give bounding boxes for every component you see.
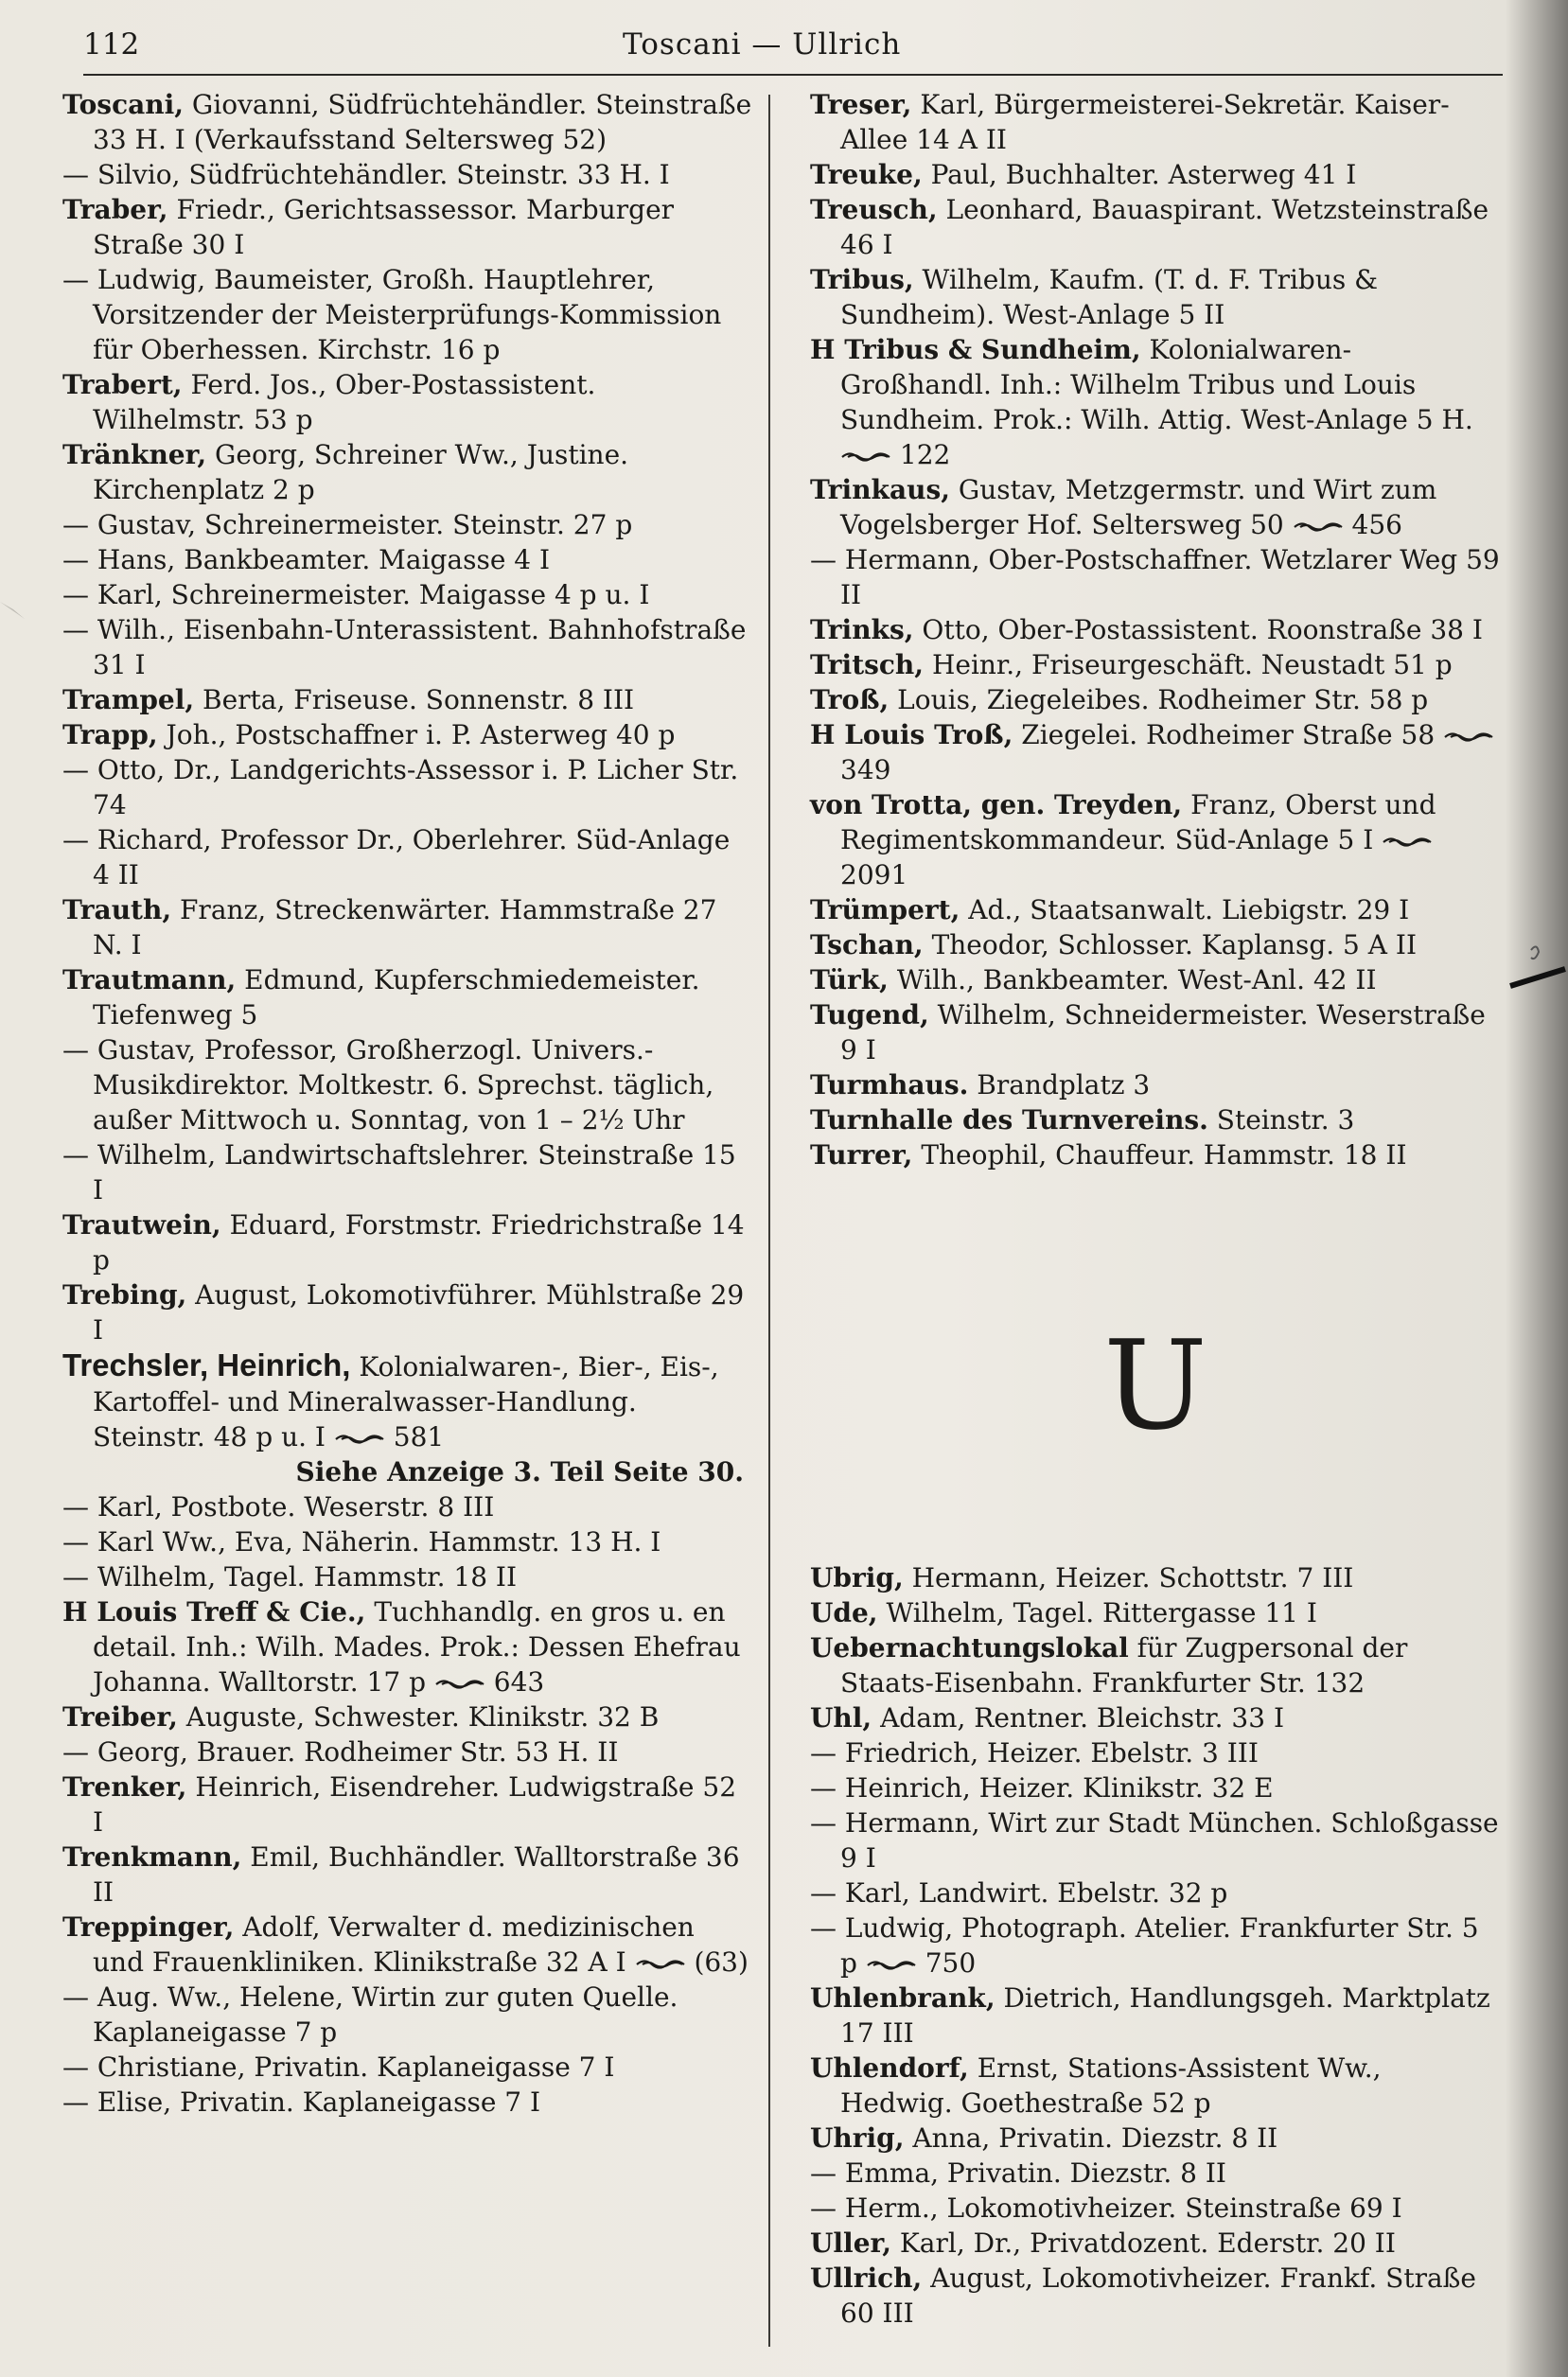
- directory-entry: [810, 1805, 1501, 1875]
- directory-entry: [810, 192, 1501, 262]
- entry-name: Uhlenbrank,: [810, 1982, 995, 2014]
- entry-name: Traber,: [62, 194, 168, 225]
- column-divider: [768, 95, 770, 2347]
- entry-name: Trechsler, Heinrich,: [62, 1347, 351, 1382]
- entry-details: Berta, Friseuse. Sonnenstr. 8 III: [203, 684, 635, 715]
- entry-details: Tuchhandlg. en gros u. en detail. Inh.: Wilh. Mades. Prok.: Dessen Ehefrau Johanna. Walltorstr. 17 p: [93, 1596, 741, 1698]
- entry-details: Giovanni, Südfrüchtehändler. Steinstraße 33 H. I (Verkaufsstand Seltersweg 52): [93, 89, 752, 155]
- entry-details: Auguste, Schwester. Klinikstr. 32 B: [185, 1701, 660, 1733]
- directory-entry: [62, 612, 753, 682]
- running-head: Toscani — Ullrich: [623, 27, 902, 62]
- entry-name: Uebernachtungslokal: [810, 1632, 1129, 1664]
- directory-entry: [810, 647, 1501, 682]
- directory-entry: [62, 2085, 753, 2120]
- phone-number: (63): [685, 1946, 749, 1978]
- entry-name: Ullrich,: [810, 2263, 923, 2294]
- entry-details: Brandplatz 3: [977, 1069, 1151, 1100]
- entry-details: Ad., Staatsanwalt. Liebigstr. 29 I: [968, 894, 1410, 925]
- directory-entry: [62, 507, 753, 542]
- entry-name: Turrer,: [810, 1139, 913, 1171]
- entry-name: Tritsch,: [810, 649, 925, 680]
- directory-entry: [810, 2051, 1501, 2121]
- entry-name: Treuke,: [810, 159, 923, 190]
- directory-entry: [62, 1910, 753, 1980]
- entry-name: Trautmann,: [62, 964, 237, 995]
- telephone-icon: [434, 1677, 485, 1692]
- telephone-icon: [1382, 835, 1433, 850]
- entry-details: — Ludwig, Photograph. Atelier. Frankfurter Str. 5 p: [810, 1912, 1479, 1979]
- entry-details: Louis, Ziegeleibes. Rodheimer Str. 58 p: [897, 684, 1429, 715]
- directory-entry: [810, 1630, 1501, 1700]
- entry-details: Theodor, Schlosser. Kaplansg. 5 A II: [931, 929, 1418, 960]
- directory-entry: [810, 1137, 1501, 1172]
- entry-details: Wilhelm, Tagel. Rittergasse 11 I: [886, 1597, 1317, 1629]
- entry-details: — Heinrich, Heizer. Klinikstr. 32 E: [810, 1772, 1274, 1804]
- entry-details: Otto, Ober-Postassistent. Roonstraße 38 I: [922, 614, 1483, 645]
- phone-number: 750: [916, 1947, 977, 1979]
- entry-details: — Herm., Lokomotivheizer. Steinstraße 69 I: [810, 2192, 1402, 2224]
- entry-name: Trautwein,: [62, 1209, 221, 1241]
- entry-details: Theophil, Chauffeur. Hammstr. 18 II: [921, 1139, 1407, 1171]
- directory-entry: [62, 157, 753, 192]
- entry-name: Toscani,: [62, 89, 184, 120]
- entry-name: Trapp,: [62, 719, 158, 750]
- scan-mark: [0, 596, 66, 634]
- entry-name: Uhrig,: [810, 2122, 905, 2154]
- entry-name: Treser,: [810, 89, 912, 120]
- entry-details: Franz, Oberst und Regimentskommandeur. Süd-Anlage 5 I: [840, 789, 1436, 855]
- entry-name: Treppinger,: [62, 1911, 235, 1943]
- directory-entry: [62, 717, 753, 752]
- directory-entry: [62, 262, 753, 367]
- entry-details: — Wilhelm, Landwirtschaftslehrer. Steinstraße 15 I: [62, 1139, 736, 1206]
- phone-number: 2091: [840, 859, 908, 890]
- directory-entry: [810, 472, 1501, 542]
- directory-entry: [810, 1981, 1501, 2051]
- entry-name: Trauth,: [62, 894, 172, 925]
- directory-entry: [810, 2191, 1501, 2226]
- directory-entry: [810, 542, 1501, 612]
- directory-entry: [62, 1207, 753, 1277]
- directory-entry: [810, 1770, 1501, 1805]
- telephone-icon: [1443, 730, 1494, 745]
- page-number: 112: [83, 27, 140, 62]
- directory-entry: [810, 1875, 1501, 1910]
- phone-number: 456: [1343, 509, 1402, 540]
- directory-entry: [810, 1102, 1501, 1137]
- entry-name: Trampel,: [62, 684, 195, 715]
- directory-entry: [810, 332, 1501, 472]
- directory-entry: [810, 997, 1501, 1067]
- entry-name: Turnhalle des Turnvereins.: [810, 1104, 1208, 1136]
- directory-entry: [810, 2261, 1501, 2331]
- entry-details: — Hans, Bankbeamter. Maigasse 4 I: [62, 544, 551, 575]
- entry-details: Emil, Buchhändler. Walltorstraße 36 II: [93, 1841, 740, 1908]
- entry-details: — Karl Ww., Eva, Näherin. Hammstr. 13 H. I: [62, 1526, 661, 1558]
- directory-entry: [62, 1032, 753, 1137]
- entry-details: Adam, Rentner. Bleichstr. 33 I: [880, 1702, 1285, 1734]
- directory-entry: [810, 682, 1501, 717]
- directory-entry: [62, 367, 753, 437]
- directory-entry: [62, 1770, 753, 1840]
- entry-details: — Karl, Schreinermeister. Maigasse 4 p u. I: [62, 579, 650, 610]
- entry-name: Troß,: [810, 684, 890, 715]
- entry-details: Paul, Buchhalter. Asterweg 41 I: [930, 159, 1357, 190]
- directory-entry: [62, 1137, 753, 1207]
- entry-details: Ferd. Jos., Ober-Postassistent. Wilhelmstr. 53 p: [93, 369, 596, 435]
- entry-details: Karl, Bürgermeisterei-Sekretär. Kaiser-Allee 14 A II: [840, 89, 1450, 155]
- entry-name: H Louis Treff & Cie.,: [62, 1596, 366, 1628]
- directory-entry: [62, 1524, 753, 1559]
- entry-details: — Silvio, Südfrüchtehändler. Steinstr. 33 H. I: [62, 159, 670, 190]
- entry-details: Friedr., Gerichtsassessor. Marburger Straße 30 I: [93, 194, 675, 260]
- directory-entry: [62, 2050, 753, 2085]
- entry-details: — Otto, Dr., Landgerichts-Assessor i. P. Licher Str. 74: [62, 754, 739, 820]
- directory-entry: [810, 1700, 1501, 1735]
- entry-name: Uhlendorf,: [810, 2052, 969, 2084]
- entry-details: — Gustav, Schreinermeister. Steinstr. 27 p: [62, 509, 633, 540]
- directory-entry: [62, 962, 753, 1032]
- entry-name: H Louis Troß,: [810, 719, 1013, 750]
- entry-name: Türk,: [810, 964, 889, 995]
- directory-entry: [810, 787, 1501, 892]
- entry-details: Ernst, Stations-Assistent Ww., Hedwig. Goethestraße 52 p: [840, 2052, 1382, 2119]
- entry-details: — Emma, Privatin. Diezstr. 8 II: [810, 2157, 1226, 2189]
- entry-details: Steinstr. 3: [1216, 1104, 1355, 1136]
- entry-details: Anna, Privatin. Diezstr. 8 II: [912, 2122, 1278, 2154]
- directory-entry: [810, 927, 1501, 962]
- directory-entry: [810, 1595, 1501, 1630]
- telephone-icon: [866, 1958, 917, 1973]
- entry-details: — Hermann, Wirt zur Stadt München. Schloßgasse 9 I: [810, 1807, 1499, 1874]
- entry-details: Ziegelei. Rodheimer Straße 58: [1021, 719, 1436, 750]
- entry-name: von Trotta, gen. Treyden,: [810, 789, 1183, 820]
- entry-details: — Aug. Ww., Helene, Wirtin zur guten Quelle. Kaplaneigasse 7 p: [62, 1981, 678, 2048]
- directory-entry: [810, 962, 1501, 997]
- entry-name: Uhl,: [810, 1702, 872, 1734]
- directory-entry: [62, 1594, 753, 1699]
- entry-details: Edmund, Kupferschmiedemeister. Tiefenweg 5: [93, 964, 700, 1030]
- entry-details: Dietrich, Handlungsgeh. Marktplatz 17 III: [840, 1982, 1490, 2049]
- directory-entry: [62, 1559, 753, 1594]
- entry-details: Eduard, Forstmstr. Friedrichstraße 14 p: [93, 1209, 745, 1276]
- t-entries: [810, 87, 1501, 1172]
- directory-entry: [810, 157, 1501, 192]
- directory-entry: [62, 1980, 753, 2050]
- entry-name: Tränkner,: [62, 439, 207, 470]
- entry-details: — Ludwig, Baumeister, Großh. Hauptlehrer, Vorsitzender der Meisterprüfungs-Kommission für Oberhessen. Kirchstr. 16 p: [62, 264, 722, 365]
- section-letter: U: [1103, 1313, 1207, 1457]
- telephone-icon: [334, 1432, 385, 1447]
- entry-details: Joh., Postschaffner i. P. Asterweg 40 p: [166, 719, 676, 750]
- left-column: [62, 87, 753, 2120]
- entry-name: Tugend,: [810, 999, 929, 1030]
- entry-details: Karl, Dr., Privatdozent. Ederstr. 20 II: [899, 2227, 1396, 2259]
- entry-details: für Zugpersonal der Staats-Eisenbahn. Frankfurter Str. 132: [840, 1632, 1408, 1699]
- entry-name: Ubrig,: [810, 1562, 904, 1593]
- directory-entry: [62, 1489, 753, 1524]
- directory-entry: [62, 1840, 753, 1910]
- directory-entry: [62, 752, 753, 822]
- entry-details: — Friedrich, Heizer. Ebelstr. 3 III: [810, 1737, 1259, 1769]
- entry-name: Trinkaus,: [810, 474, 950, 505]
- directory-entry: [810, 1735, 1501, 1770]
- entry-name: Ude,: [810, 1597, 878, 1629]
- right-column: [810, 87, 1501, 2331]
- directory-entry: [810, 892, 1501, 927]
- entry-details: Leonhard, Bauaspirant. Wetzsteinstraße 46 I: [840, 194, 1489, 260]
- entry-details: Gustav, Metzgermstr. und Wirt zum Vogelsberger Hof. Seltersweg 50: [840, 474, 1437, 540]
- entry-name: Tschan,: [810, 929, 924, 960]
- entry-details: — Georg, Brauer. Rodheimer Str. 53 H. II: [62, 1736, 619, 1768]
- entry-details: Georg, Schreiner Ww., Justine. Kirchenplatz 2 p: [93, 439, 629, 505]
- telephone-icon: [635, 1957, 686, 1972]
- entry-details: — Wilhelm, Tagel. Hammstr. 18 II: [62, 1561, 518, 1593]
- entry-details: Franz, Streckenwärter. Hammstraße 27 N. I: [93, 894, 717, 960]
- entry-name: Trebing,: [62, 1279, 187, 1311]
- phone-number: 349: [840, 754, 891, 785]
- entry-name: Trenkmann,: [62, 1841, 242, 1873]
- directory-entry: [810, 2156, 1501, 2191]
- directory-entry: [62, 822, 753, 892]
- entry-details: — Wilh., Eisenbahn-Unterassistent. Bahnhofstraße 31 I: [62, 614, 747, 680]
- directory-entry: [810, 1560, 1501, 1595]
- directory-entry: [62, 1347, 753, 1454]
- phone-number: 581: [384, 1421, 445, 1453]
- entry-name: Uller,: [810, 2227, 891, 2259]
- entry-details: Heinrich, Eisendreher. Ludwigstraße 52 I: [93, 1771, 737, 1838]
- advert-note: Siehe Anzeige 3. Teil Seite 30.: [295, 1456, 744, 1488]
- phone-number: 643: [484, 1666, 545, 1698]
- directory-entry: [810, 612, 1501, 647]
- entry-name: Treusch,: [810, 194, 938, 225]
- entry-details: Wilhelm, Kaufm. (T. d. F. Tribus & Sundheim). West-Anlage 5 II: [840, 264, 1379, 330]
- entry-details: — Karl, Landwirt. Ebelstr. 32 p: [810, 1877, 1228, 1909]
- directory-entry: [810, 262, 1501, 332]
- directory-entry: [62, 192, 753, 262]
- entry-details: Adolf, Verwalter d. medizinischen und Frauenkliniken. Klinikstraße 32 A I: [93, 1911, 695, 1978]
- entry-details: — Elise, Privatin. Kaplaneigasse 7 I: [62, 2086, 541, 2118]
- directory-entry: [810, 2121, 1501, 2156]
- directory-entry: [62, 682, 753, 717]
- directory-entry: [62, 437, 753, 507]
- entry-name: Treiber,: [62, 1701, 178, 1733]
- entry-name: H Tribus & Sundheim,: [810, 334, 1141, 365]
- pencil-mark-icon: [1505, 937, 1568, 994]
- entry-details: — Christiane, Privatin. Kaplaneigasse 7 I: [62, 2051, 615, 2083]
- directory-entry: [62, 1699, 753, 1734]
- directory-entry: [62, 892, 753, 962]
- directory-entry: [810, 717, 1501, 787]
- entry-details: Wilh., Bankbeamter. West-Anl. 42 II: [896, 964, 1377, 995]
- entry-details: — Gustav, Professor, Großherzogl. Univers.-Musikdirektor. Moltkestr. 6. Sprechst. täglich, außer Mittwoch u. Sonntag, von 1 – 2½ Uhr: [62, 1034, 714, 1136]
- directory-entry: [62, 1277, 753, 1347]
- phone-number: 122: [891, 439, 951, 470]
- entry-name: Trabert,: [62, 369, 183, 400]
- u-entries: [810, 1560, 1501, 2331]
- entry-details: August, Lokomotivheizer. Frankf. Straße 60 III: [840, 2263, 1476, 2329]
- entry-name: Trenker,: [62, 1771, 187, 1803]
- directory-entry: [62, 1734, 753, 1770]
- telephone-icon: [1293, 519, 1344, 535]
- entry-name: Trümpert,: [810, 894, 960, 925]
- directory-entry: [810, 1067, 1501, 1102]
- entry-details: Heinr., Friseurgeschäft. Neustadt 51 p: [931, 649, 1453, 680]
- entry-details: August, Lokomotivführer. Mühlstraße 29 I: [93, 1279, 745, 1346]
- entry-name: Trinks,: [810, 614, 914, 645]
- entry-details: Hermann, Heizer. Schottstr. 7 III: [911, 1562, 1354, 1593]
- entry-details: — Hermann, Ober-Postschaffner. Wetzlarer Weg 59 II: [810, 544, 1500, 610]
- entry-details: — Karl, Postbote. Weserstr. 8 III: [62, 1491, 495, 1523]
- directory-entry: [810, 2226, 1501, 2261]
- directory-entry: [62, 87, 753, 157]
- entry-details: — Richard, Professor Dr., Oberlehrer. Süd-Anlage 4 II: [62, 824, 731, 890]
- entry-name: Tribus,: [810, 264, 914, 295]
- directory-entry: [62, 577, 753, 612]
- directory-entry: [62, 542, 753, 577]
- directory-entry: [810, 87, 1501, 157]
- directory-entry: [810, 1910, 1501, 1981]
- entry-name: Turmhaus.: [810, 1069, 969, 1100]
- entry-details: Wilhelm, Schneidermeister. Weserstraße 9 I: [840, 999, 1486, 1065]
- entry-details: Kolonialwaren-, Bier-, Eis-, Kartoffel- und Mineralwasser-Handlung. Steinstr. 48 p u. I: [93, 1351, 719, 1453]
- entry-details: Kolonialwaren-Großhandl. Inh.: Wilhelm Tribus und Louis Sundheim. Prok.: Wilh. Attig. West-Anlage 5 H.: [840, 334, 1473, 435]
- telephone-icon: [840, 449, 891, 465]
- page-header: [83, 15, 1503, 76]
